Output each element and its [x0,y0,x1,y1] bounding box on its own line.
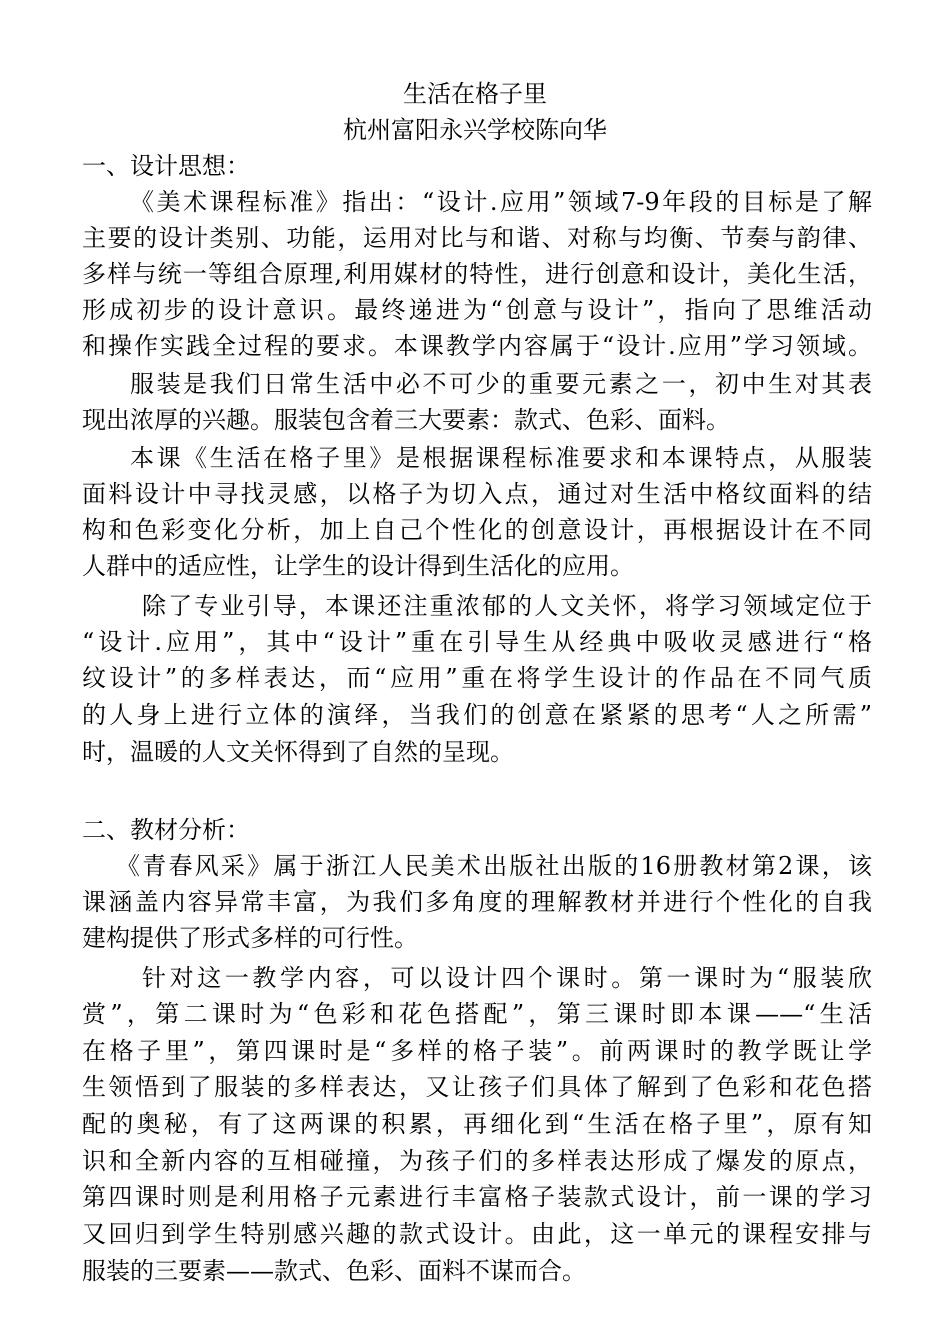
paragraph-line: “设计.应用”，其中“设计”重在引导生从经典中吸收灵感进行“格 [82,628,872,656]
page-title: 生活在格子里 [403,80,547,108]
paragraph-line: 服装的三要素——款式、色彩、面料不谋而合。 [82,1257,586,1285]
paragraph-line: 生领悟到了服装的多样表达，又让孩子们具体了解到了色彩和花色搭 [82,1073,872,1101]
author-line: 杭州富阳永兴学校陈向华 [343,116,607,144]
paragraph-line: 本课《生活在格子里》是根据课程标准要求和本课特点，从服装 [130,444,872,472]
paragraph-line: 人群中的适应性，让学生的设计得到生活化的应用。 [82,552,634,580]
paragraph-line: 《美术课程标准》指出：“设计.应用”领域7-9年段的目标是了解 [130,188,872,216]
paragraph-line: 在格子里”，第四课时是“多样的格子装”。前两课时的教学既让学 [82,1037,872,1065]
paragraph-line: 赏”，第二课时为“色彩和花色搭配”，第三课时即本课——“生活 [82,1000,872,1028]
paragraph-line: 形成初步的设计意识。最终递进为“创意与设计”，指向了思维活动 [82,296,872,324]
paragraph-line: 建构提供了形式多样的可行性。 [82,924,418,952]
paragraph-line: 主要的设计类别、功能，运用对比与和谐、对称与均衡、节奏与韵律、 [82,224,872,252]
section-heading-textbook: 二、教材分析： [82,816,250,844]
paragraph-line: 构和色彩变化分析，加上自己个性化的创意设计，再根据设计在不同 [82,516,872,544]
paragraph-line: 又回归到学生特别感兴趣的款式设计。由此，这一单元的课程安排与 [82,1220,872,1248]
paragraph-line: 配的奥秘，有了这两课的积累，再细化到“生活在格子里”，原有知 [82,1110,872,1138]
paragraph-line: 现出浓厚的兴趣。服装包含着三大要素：款式、色彩、面料。 [82,406,730,434]
paragraph-line: 第四课时则是利用格子元素进行丰富格子装款式设计，前一课的学习 [82,1183,872,1211]
paragraph-line: 纹设计”的多样表达，而“应用”重在将学生设计的作品在不同气质 [82,664,872,692]
paragraph-line: 《青春风采》属于浙江人民美术出版社出版的16册教材第2课，该 [116,852,872,880]
paragraph-line: 针对这一教学内容，可以设计四个课时。第一课时为“服装欣 [142,964,872,992]
paragraph-line: 多样与统一等组合原理,利用媒材的特性，进行创意和设计，美化生活， [82,260,872,288]
paragraph-line: 和操作实践全过程的要求。本课教学内容属于“设计.应用”学习领域。 [82,332,872,360]
paragraph-line: 课涵盖内容异常丰富，为我们多角度的理解教材并进行个性化的自我 [82,888,872,916]
section-heading-design: 一、设计思想： [82,152,250,180]
paragraph-line: 的人身上进行立体的演绎，当我们的创意在紧紧的思考“人之所需” [82,701,872,729]
paragraph-line: 除了专业引导，本课还注重浓郁的人文关怀，将学习领域定位于 [142,592,872,620]
paragraph-line: 服装是我们日常生活中必不可少的重要元素之一，初中生对其表 [130,370,872,398]
paragraph-line: 识和全新内容的互相碰撞，为孩子们的多样表达形成了爆发的原点， [82,1147,872,1175]
paragraph-line: 面料设计中寻找灵感，以格子为切入点，通过对生活中格纹面料的结 [82,480,872,508]
paragraph-line: 时，温暖的人文关怀得到了自然的呈现。 [82,738,514,766]
